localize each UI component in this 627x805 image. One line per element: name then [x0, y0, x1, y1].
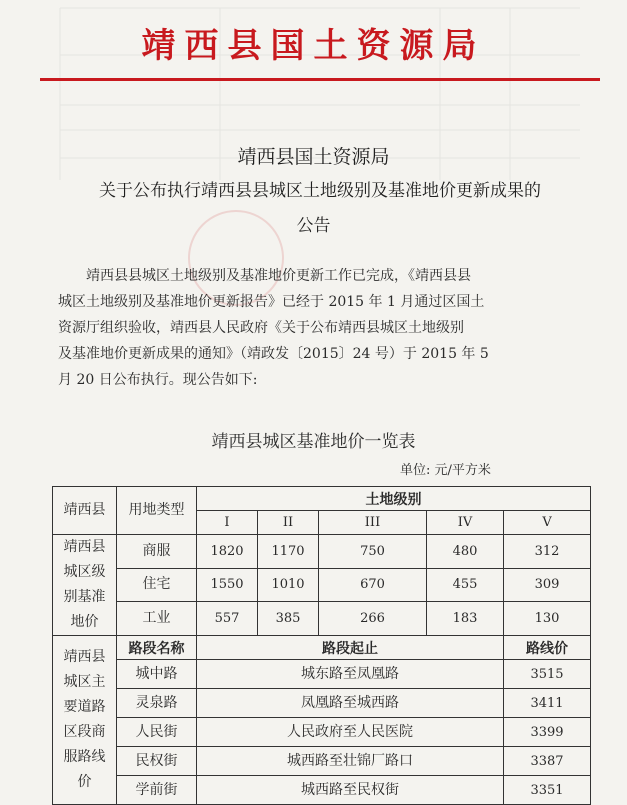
- road-range: 城东路至凤凰路: [197, 660, 504, 689]
- body-line: 靖西县县城区土地级别及基准地价更新工作已完成，《靖西县县: [86, 268, 471, 284]
- notice-subject: 关于公布执行靖西县县城区土地级别及基准地价更新成果的: [99, 181, 541, 201]
- header-road-range: 路段起止: [197, 636, 504, 660]
- label-line: 城区级: [63, 564, 106, 580]
- land-use-type: 住宅: [117, 568, 197, 602]
- label-line: 要道路: [63, 699, 106, 715]
- label-line: 服路线: [63, 749, 106, 765]
- label-line: 价: [77, 774, 92, 790]
- road-name: 灵泉路: [117, 689, 197, 718]
- price-cell: 670: [319, 568, 427, 602]
- price-cell: 1170: [258, 535, 319, 569]
- header-county: 靖西县: [53, 487, 117, 535]
- header-road-price: 路线价: [504, 636, 591, 660]
- price-cell: 312: [504, 535, 591, 569]
- letterhead: 靖西县国土资源局: [141, 26, 486, 66]
- road-price: 3515: [504, 660, 591, 689]
- road-range: 凤凰路至城西路: [197, 689, 504, 718]
- price-cell: 480: [427, 535, 504, 569]
- table-title: 靖西县城区基准地价一览表: [211, 432, 416, 452]
- price-cell: 183: [427, 602, 504, 636]
- notice-body: [58, 263, 588, 393]
- grade-header: II: [258, 511, 319, 535]
- road-price: 3399: [504, 718, 591, 747]
- road-price: 3411: [504, 689, 591, 718]
- land-price-table: [52, 486, 591, 805]
- road-name: 学前街: [117, 776, 197, 805]
- road-name: 城中路: [117, 660, 197, 689]
- letterhead-red-rule: [40, 78, 600, 81]
- label-line: 别基准: [63, 589, 106, 605]
- price-cell: 266: [319, 602, 427, 636]
- road-price: 3351: [504, 776, 591, 805]
- body-line: 及基准地价更新成果的通知》（靖政发〔2015〕24 号）于 2015 年 5: [58, 346, 489, 362]
- body-line: 资源厅组织验收，靖西县人民政府《关于公布靖西县城区土地级别: [58, 320, 464, 336]
- price-cell: 455: [427, 568, 504, 602]
- price-cell: 130: [504, 602, 591, 636]
- label-line: 靖西县: [63, 649, 106, 665]
- body-line: 城区土地级别及基准地价更新报告》已经于 2015 年 1 月通过区国土: [58, 294, 485, 310]
- road-range: 城西路至民权街: [197, 776, 504, 805]
- section-road-price-label: [53, 636, 117, 805]
- land-use-type: 商服: [117, 535, 197, 569]
- grade-header: IV: [427, 511, 504, 535]
- road-name: 人民街: [117, 718, 197, 747]
- issuing-organization: 靖西县国土资源局: [237, 146, 390, 168]
- price-cell: 1550: [197, 568, 258, 602]
- price-cell: 1820: [197, 535, 258, 569]
- header-road-name: 路段名称: [117, 636, 197, 660]
- label-line: 靖西县: [63, 539, 106, 555]
- unit-label: 单位: 元/平方米: [400, 463, 491, 478]
- road-name: 民权街: [117, 747, 197, 776]
- land-use-type: 工业: [117, 602, 197, 636]
- price-cell: 385: [258, 602, 319, 636]
- grade-header: V: [504, 511, 591, 535]
- price-cell: 557: [197, 602, 258, 636]
- header-land-grade: 土地级别: [197, 487, 591, 511]
- label-line: 区段商: [63, 724, 106, 740]
- road-range: 城西路至壮锦厂路口: [197, 747, 504, 776]
- section-base-price-label: [53, 535, 117, 636]
- road-range: 人民政府至人民医院: [197, 718, 504, 747]
- price-cell: 1010: [258, 568, 319, 602]
- label-line: 地价: [70, 614, 99, 630]
- label-line: 城区主: [63, 674, 106, 690]
- body-line: 月 20 日公布执行。现公告如下:: [58, 372, 258, 388]
- road-price: 3387: [504, 747, 591, 776]
- grade-header: III: [319, 511, 427, 535]
- header-land-use-type: 用地类型: [117, 487, 197, 535]
- price-cell: 309: [504, 568, 591, 602]
- grade-header: I: [197, 511, 258, 535]
- price-cell: 750: [319, 535, 427, 569]
- notice-word: 公告: [296, 216, 331, 236]
